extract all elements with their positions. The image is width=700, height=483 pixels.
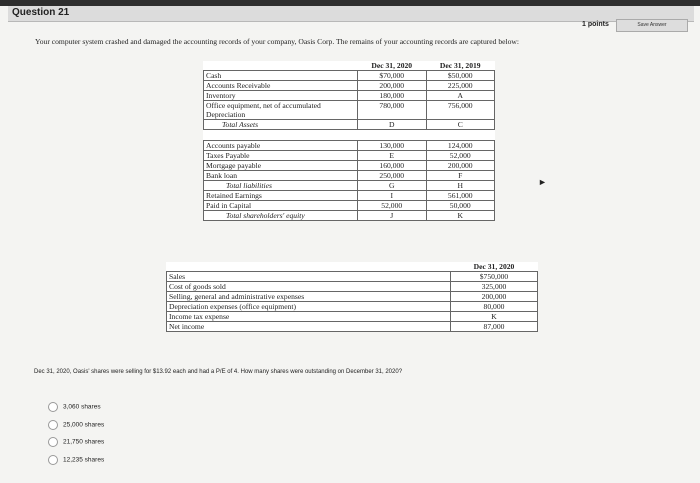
cell-2019: 756,000 — [426, 101, 495, 120]
cell-2019: 225,000 — [426, 81, 495, 91]
cell-2020: 180,000 — [358, 91, 427, 101]
cell-value: 200,000 — [451, 292, 538, 302]
cell-2019: 52,000 — [426, 151, 495, 161]
question-title: Question 21 — [12, 7, 70, 18]
col-2019-header: Dec 31, 2019 — [439, 61, 481, 70]
radio-button[interactable] — [48, 437, 58, 447]
cell-2020: 780,000 — [358, 101, 427, 120]
table-row — [167, 312, 538, 322]
row-label: Net income — [167, 322, 451, 332]
col-2020-header: Dec 31, 2020 — [371, 61, 413, 70]
cell-2020: E — [358, 151, 427, 161]
table-row — [204, 71, 495, 81]
table-row — [204, 211, 495, 221]
table-row — [204, 171, 495, 181]
row-label: Inventory — [204, 91, 358, 101]
answer-option[interactable] — [48, 420, 104, 430]
cell-value: 80,000 — [451, 302, 538, 312]
cell-2019: 50,000 — [426, 201, 495, 211]
row-label: Income tax expense — [167, 312, 451, 322]
cell-2019: K — [426, 211, 495, 221]
cell-2020: D — [358, 120, 427, 130]
cell-value: 87,000 — [451, 322, 538, 332]
cell-2019: 561,000 — [426, 191, 495, 201]
question-header — [8, 6, 694, 22]
table-row — [204, 201, 495, 211]
table-row — [167, 322, 538, 332]
cell-value: 325,000 — [451, 282, 538, 292]
row-label: Accounts Receivable — [204, 81, 358, 91]
balance-sheet-table — [203, 61, 495, 221]
cell-2019: A — [426, 91, 495, 101]
answer-option[interactable] — [48, 455, 104, 465]
row-label: Total Assets — [204, 120, 358, 130]
question-text: Dec 31, 2020, Oasis' shares were selling for $13.92 each and had a P/E of 4. How many shares were outstanding on December 31, 2020? — [34, 369, 403, 375]
option-label: 3,060 shares — [63, 403, 101, 411]
cell-2020: 160,000 — [358, 161, 427, 171]
cell-2019: 200,000 — [426, 161, 495, 171]
table-row — [204, 91, 495, 101]
row-label: Total shareholders' equity — [204, 211, 358, 221]
cell-2020: 200,000 — [358, 81, 427, 91]
row-label: Office equipment, net of accumulated Depreciation — [204, 101, 358, 120]
question-prompt: Your computer system crashed and damaged the accounting records of your company, Oasis Corp. The remains of your accounting records are captured below: — [35, 37, 520, 46]
answer-option[interactable] — [48, 437, 104, 447]
cell-2020: J — [358, 211, 427, 221]
row-label: Cost of goods sold — [167, 282, 451, 292]
table-row — [204, 181, 495, 191]
table-row — [204, 81, 495, 91]
table-row — [204, 161, 495, 171]
answer-option[interactable] — [48, 402, 101, 412]
table-row — [204, 101, 495, 120]
save-answer-button[interactable]: Save Answer — [616, 19, 688, 32]
row-label: Accounts payable — [204, 141, 358, 151]
row-label: Paid in Capital — [204, 201, 358, 211]
cell-2020: 52,000 — [358, 201, 427, 211]
cell-2020: 130,000 — [358, 141, 427, 151]
cell-value: $750,000 — [451, 272, 538, 282]
cell-2020: I — [358, 191, 427, 201]
option-label: 12,235 shares — [63, 456, 105, 464]
cell-2020: $70,000 — [358, 71, 427, 81]
cell-2019: H — [426, 181, 495, 191]
radio-button[interactable] — [48, 455, 58, 465]
cell-2019: F — [426, 171, 495, 181]
table-row — [204, 141, 495, 151]
row-label: Taxes Payable — [204, 151, 358, 161]
row-label: Depreciation expenses (office equipment) — [167, 302, 451, 312]
option-label: 21,750 shares — [63, 438, 105, 446]
radio-button[interactable] — [48, 402, 58, 412]
cell-2019: 124,000 — [426, 141, 495, 151]
income-col-header: Dec 31, 2020 — [473, 262, 515, 271]
row-label: Total liabilities — [204, 181, 358, 191]
cell-2019: $50,000 — [426, 71, 495, 81]
cell-value: K — [451, 312, 538, 322]
row-label: Bank loan — [204, 171, 358, 181]
cell-2020: 250,000 — [358, 171, 427, 181]
option-label: 25,000 shares — [63, 421, 105, 429]
row-label: Sales — [167, 272, 451, 282]
row-label: Selling, general and administrative expenses — [167, 292, 451, 302]
table-row — [167, 302, 538, 312]
points-label: 1 points — [582, 21, 609, 28]
table-row — [204, 120, 495, 130]
radio-button[interactable] — [48, 420, 58, 430]
table-row — [167, 272, 538, 282]
table-row — [204, 191, 495, 201]
income-statement-table — [166, 262, 538, 332]
table-row — [167, 282, 538, 292]
mouse-cursor-icon: ► — [538, 177, 547, 187]
cell-2020: G — [358, 181, 427, 191]
row-label: Cash — [204, 71, 358, 81]
row-label: Mortgage payable — [204, 161, 358, 171]
table-row — [204, 151, 495, 161]
row-label: Retained Earnings — [204, 191, 358, 201]
table-row — [167, 292, 538, 302]
cell-2019: C — [426, 120, 495, 130]
